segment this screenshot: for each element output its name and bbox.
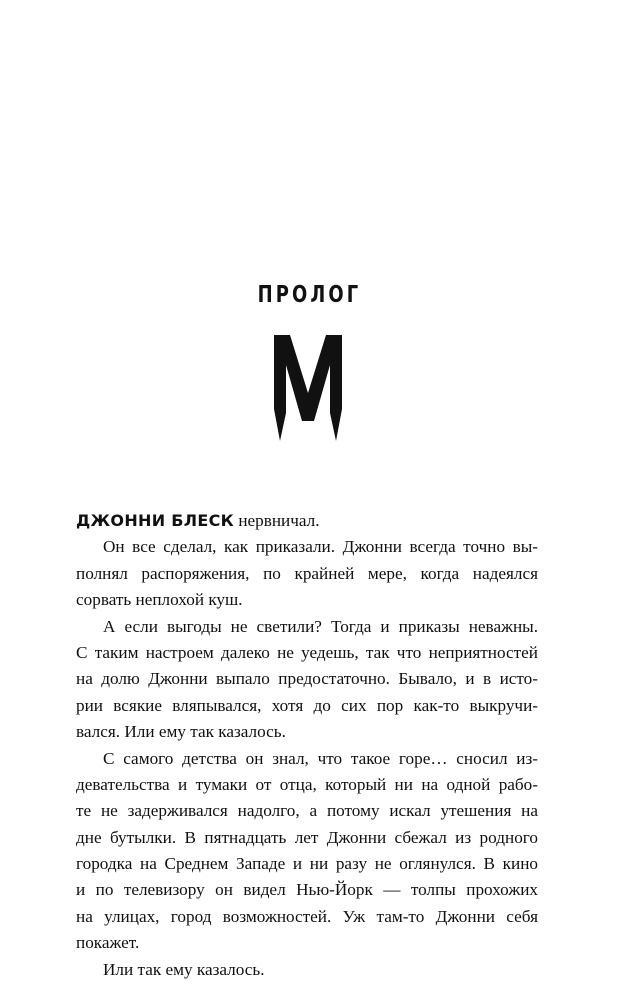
text-line: рии всякие вляпывался, хотя до сих пор как-то выкручи- — [76, 695, 538, 715]
lead-name: ДЖОННИ БЛЕСК — [76, 511, 235, 530]
prologue-text — [76, 508, 538, 983]
text-line: С таким настроем далеко не уедешь, так что неприятностей — [76, 642, 538, 662]
text-line: те не задерживался надолго, а потому искал утешения на — [76, 801, 538, 821]
emblem-letter-shape — [274, 335, 342, 441]
text-line: Или так ему казалось. — [103, 959, 265, 979]
text-line: на долю Джонни выпало предостаточно. Бывало, и в исто- — [76, 669, 538, 689]
chapter-emblem-m-logo — [270, 333, 346, 441]
text-line: дне бутылки. В пятнадцать лет Джонни сбежал из родного — [76, 827, 538, 847]
lead-rest: нервничал. — [234, 511, 320, 530]
text-line: сорвать неплохой куш. — [76, 590, 243, 610]
text-line: покажет. — [76, 933, 140, 953]
text-line: полнял распоряжения, по крайней мере, когда надеялся — [76, 563, 538, 583]
text-line: на улицах, город возможностей. Уж там-то Джонни себя — [76, 906, 538, 926]
chapter-title: ПРОЛОГ — [257, 282, 362, 308]
text-line: девательства и тумаки от отца, который ни на одной рабо- — [76, 774, 538, 794]
text-line-opening — [76, 508, 538, 534]
text-line: вался. Или ему так казалось. — [76, 722, 286, 742]
text-line: Он все сделал, как приказали. Джонни всегда точно вы- — [103, 537, 538, 557]
text-line: городка на Среднем Западе и ни разу не оглянулся. В кино — [76, 854, 538, 874]
text-line: А если выгоды не светили? Тогда и приказы неважны. — [103, 616, 538, 636]
text-line: С самого детства он знал, что такое горе… сносил из- — [103, 748, 538, 768]
text-line: и по телевизору он видел Нью-Йорк — толпы прохожих — [76, 880, 538, 900]
